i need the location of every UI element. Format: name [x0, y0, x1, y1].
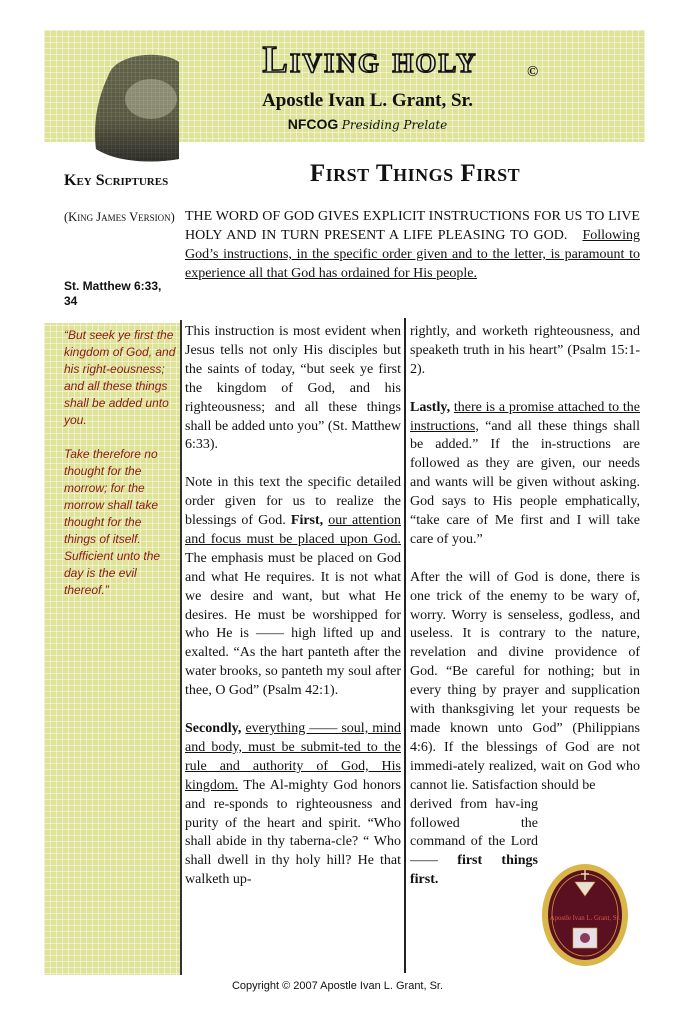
paragraph [410, 399, 640, 550]
sidebar [44, 163, 180, 975]
organization-name: NFCOG [287, 116, 339, 132]
seal-emblem [540, 862, 630, 968]
sidebar-heading: Key Scriptures [64, 172, 169, 189]
closing-text-body: derived from hav-ing followed the command of the Lord —— [410, 796, 538, 869]
intro-underlined-text: Following God’s instructions, in the specific order given and to the letter, is paramount to experience all that God has ordained for His people. [185, 228, 641, 281]
point-label: First, [290, 513, 324, 529]
paragraph-text: Note in this text the specific detailed order given for us to realize the blessings of God. [185, 475, 401, 529]
scripture-reference: St. Matthew 6:33, 34 [64, 279, 162, 308]
article-intro [185, 207, 640, 283]
sidebar-divider [180, 320, 182, 975]
intro-caps-text: THE WORD OF GOD GIVES EXPLICIT INSTRUCTIONS FOR US TO LIVE HOLY AND IN TURN PRESENT A LIFE PLEASING TO GOD. [185, 209, 640, 243]
article-title: First Things First [309, 160, 521, 187]
logo-graphic [91, 44, 183, 169]
organization-role: Presiding Prelate [341, 118, 448, 132]
closing-text [410, 796, 538, 891]
paragraph: This instruction is most evident when Jesus tells not only His disciples but the saints of today, “but seek ye first the kingdom of God, and his righteousness; and all these things shall be added unto you” (St. Matthew 6:33). [185, 324, 401, 453]
paragraph [185, 474, 401, 701]
organization-line [195, 116, 540, 134]
seal-text: Apostle Ivan L. Grant, Sr. [549, 915, 621, 922]
point-underlined: our attention and focus must be placed upon God. [185, 513, 401, 547]
closing-emphasis: first things first. [410, 853, 539, 888]
scripture-quote-part-2: Take therefore no thought for the morrow; for the morrow shall take thought for the things of itself. Sufficient unto the day is the evil thereof.” [64, 447, 161, 597]
title-copyright-mark: © [527, 64, 539, 80]
paragraph [185, 720, 401, 890]
author-name: Apostle Ivan L. Grant, Sr. [262, 90, 473, 111]
newsletter-title: Living holy [262, 39, 478, 81]
copyright-footer: Copyright © 2007 Apostle Ivan L. Grant, Sr. [231, 980, 444, 992]
scripture-quote-part-1: “But seek ye first the kingdom of God, and his right-eousness; and all these things shall be added unto you. [64, 328, 176, 427]
scripture-quote [64, 327, 176, 616]
point-underlined: there is a promise attached to the instructions, [410, 399, 641, 434]
article-column-1 [185, 323, 401, 909]
point-label: Lastly, [410, 399, 451, 415]
paragraph-text: The Al-mighty God honors and re-sponds to righteousness and purity of the heart and spirit. “Who shall abide in thy taberna-cle? “ Who shall dwell in thy holy hill? He that walketh up- [185, 777, 402, 888]
paragraph-text: “and all these things shall be added.” If the in-structions are followed as they are given, our needs and wants will be given without asking. God says to His people emphatically, “take care of Me first and I will take care of you.” [410, 418, 641, 547]
article-column-2 [410, 323, 640, 890]
paragraph: After the will of God is done, there is one trick of the enemy to be wary of, worry. Worry is senseless, godless, and useless. It is contrary to the nature, revelation and divine providence of God. “Be careful for nothing; but in every thing by prayer and supplication with thanksgiving let your requests be made known unto God” (Philippians 4:6). If the blessings of God are not immedi-ately realized, wait on God who cannot lie. Satisfaction should be [410, 569, 640, 793]
point-label: Secondly, [185, 721, 242, 736]
point-underlined: everything —— soul, mind and body, must be submit-ted to the rule and authority of God, His kingdom. [185, 721, 401, 793]
column-divider [404, 318, 406, 973]
sidebar-subheading: (King James Version) [64, 210, 175, 224]
paragraph: rightly, and worketh righteousness, and speaketh truth in his heart” (Psalm 15:1-2). [410, 324, 640, 377]
paragraph-text: The emphasis must be placed on God and what He requires. It is not what we desire and want, but what He desires. He must be worshipped for who He is —— high lifted up and exalted. “As the hart panteth after the water brooks, so panteth my soul after thee, O God” (Psalm 42:1). [185, 550, 401, 699]
